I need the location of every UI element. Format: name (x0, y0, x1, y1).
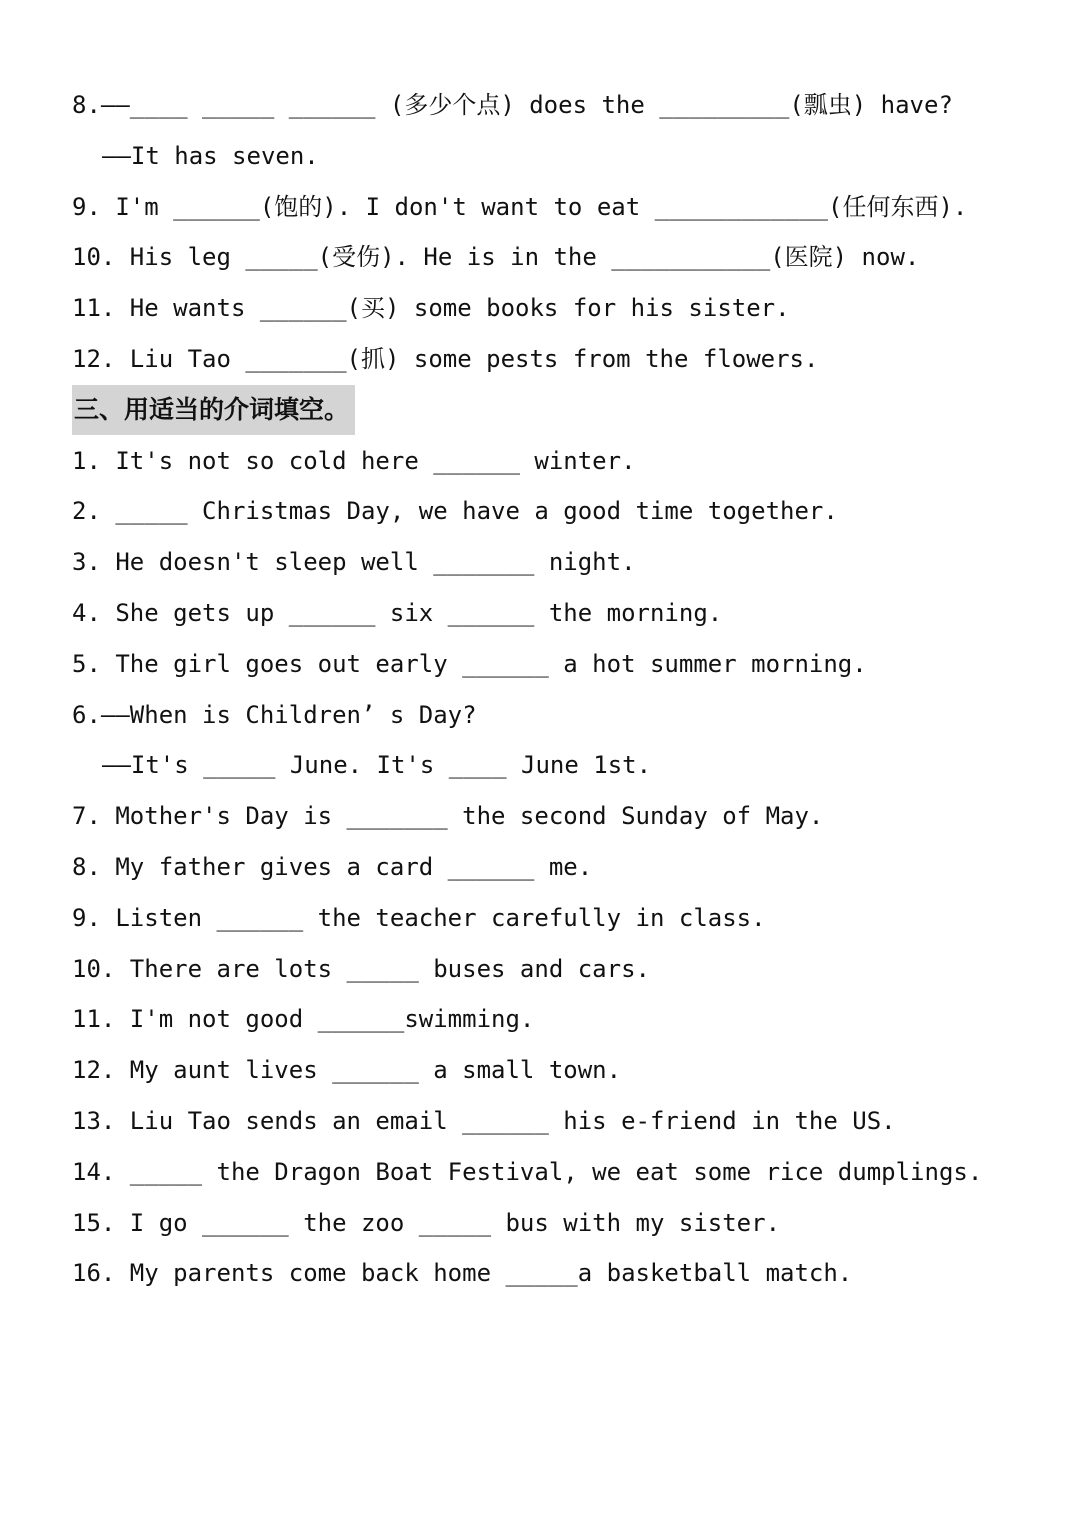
question-line-s3-9: 9. Listen ______ the teacher carefully in class. (72, 903, 766, 932)
question-line-s3-1: 1. It's not so cold here ______ winter. (72, 446, 636, 475)
section-heading-row (72, 385, 1032, 436)
question-line-s3-8: 8. My father gives a card ______ me. (72, 852, 593, 881)
question-line-s3-6: 6.——When is Children’ s Day? (72, 700, 477, 729)
question-line-s2-11: 11. He wants ______(买) some books for his sister. (72, 294, 790, 323)
question-line-s3-7: 7. Mother's Day is _______ the second Sunday of May. (72, 802, 824, 831)
answer-line-s2-8: ——It has seven. (102, 141, 319, 170)
question-line-s2-12: 12. Liu Tao _______(抓) some pests from the flowers. (72, 344, 819, 373)
question-line-s3-3: 3. He doesn't sleep well _______ night. (72, 548, 636, 577)
question-line-s3-11: 11. I'm not good ______swimming. (72, 1005, 535, 1034)
question-line-s3-5: 5. The girl goes out early ______ a hot summer morning. (72, 649, 867, 678)
worksheet-content (72, 80, 1032, 1299)
section-heading: 三、用适当的介词填空。 (72, 385, 355, 435)
question-line-s3-2: 2. _____ Christmas Day, we have a good time together. (72, 497, 838, 526)
question-line-s3-14: 14. _____ the Dragon Boat Festival, we eat some rice dumplings. (72, 1157, 983, 1186)
question-line-s2-8: 8.——____ _____ ______ (多少个点) does the _________(瓢虫) have? (72, 91, 953, 119)
question-line-s3-4: 4. She gets up ______ six ______ the morning. (72, 598, 723, 627)
question-line-s2-9: 9. I'm ______(饱的). I don't want to eat ____________(任何东西). (72, 192, 968, 221)
answer-line-s3-6: ——It's _____ June. It's ____ June 1st. (102, 751, 652, 780)
question-line-s3-10: 10. There are lots _____ buses and cars. (72, 954, 650, 983)
question-line-s3-15: 15. I go ______ the zoo _____ bus with my sister. (72, 1208, 781, 1237)
question-line-s3-16: 16. My parents come back home _____a basketball match. (72, 1259, 853, 1288)
question-line-s2-10: 10. His leg _____(受伤). He is in the ___________(医院) now. (72, 243, 920, 272)
question-line-s3-13: 13. Liu Tao sends an email ______ his e-friend in the US. (72, 1106, 896, 1135)
question-line-s3-12: 12. My aunt lives ______ a small town. (72, 1056, 622, 1085)
